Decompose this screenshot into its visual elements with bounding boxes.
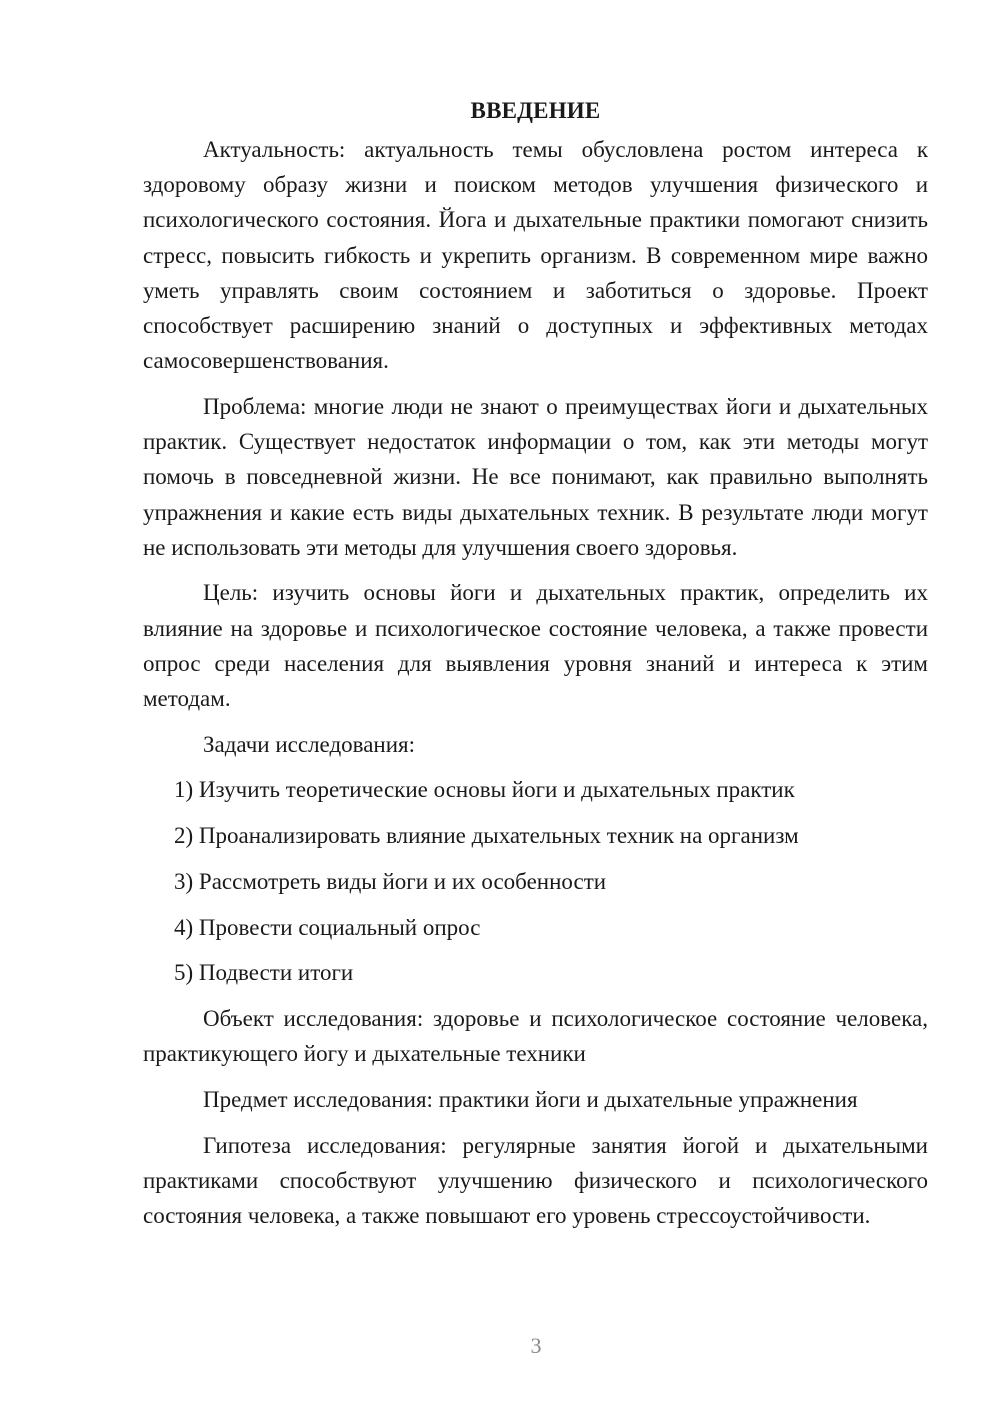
problem-paragraph: Проблема: многие люди не знают о преимуществах йоги и дыхательных практик. Существует недостаток информации о том, как эти методы могут помочь в повседневной жизни. Не все понимают, как правильно выполнять упражнения и какие есть виды дыхательных техник. В результате люди могут не использовать эти методы для улучшения своего здоровья.: [143, 393, 928, 560]
object-paragraph: Объект исследования: здоровье и психологическое состояние человека, практикующего йогу и дыхательные техники: [143, 1005, 928, 1067]
task-item: 1) Изучить теоретические основы йоги и дыхательных практик: [174, 777, 795, 803]
hypothesis-paragraph: Гипотеза исследования: регулярные занятия йогой и дыхательными практиками способствуют улучшению физического и психологического состояния человека, а также повышают его уровень стрессоустойчивости.: [143, 1132, 928, 1228]
page-number: 3: [530, 1333, 542, 1358]
task-item: 5) Подвести итоги: [174, 960, 354, 986]
subject-paragraph: Предмет исследования: практики йоги и дыхательные упражнения: [203, 1086, 858, 1112]
section-heading: ВВЕДЕНИЕ: [470, 98, 601, 123]
task-item: 3) Рассмотреть виды йоги и их особенности: [174, 868, 607, 894]
goal-paragraph: Цель: изучить основы йоги и дыхательных практик, определить их влияние на здоровье и психологическое состояние человека, а также провести опрос среди населения для выявления уровня знаний и интереса к этим методам.: [143, 580, 928, 712]
tasks-title: Задачи исследования:: [203, 731, 416, 757]
document-page: [143, 96, 928, 1244]
tasks-list: [143, 772, 928, 990]
relevance-paragraph: Актуальность: актуальность темы обусловлена ростом интереса к здоровому образу жизни и поиском методов улучшения физического и психологического состояния. Йога и дыхательные практики помогают снизить стресс, повысить гибкость и укрепить организм. В современном мире важно уметь управлять своим состоянием и заботиться о здоровье. Проект способствует расширению знаний о доступных и эффективных методах самосовершенствования.: [143, 137, 928, 374]
task-item: 2) Проанализировать влияние дыхательных техник на организм: [174, 823, 799, 849]
task-item: 4) Провести социальный опрос: [174, 914, 481, 940]
